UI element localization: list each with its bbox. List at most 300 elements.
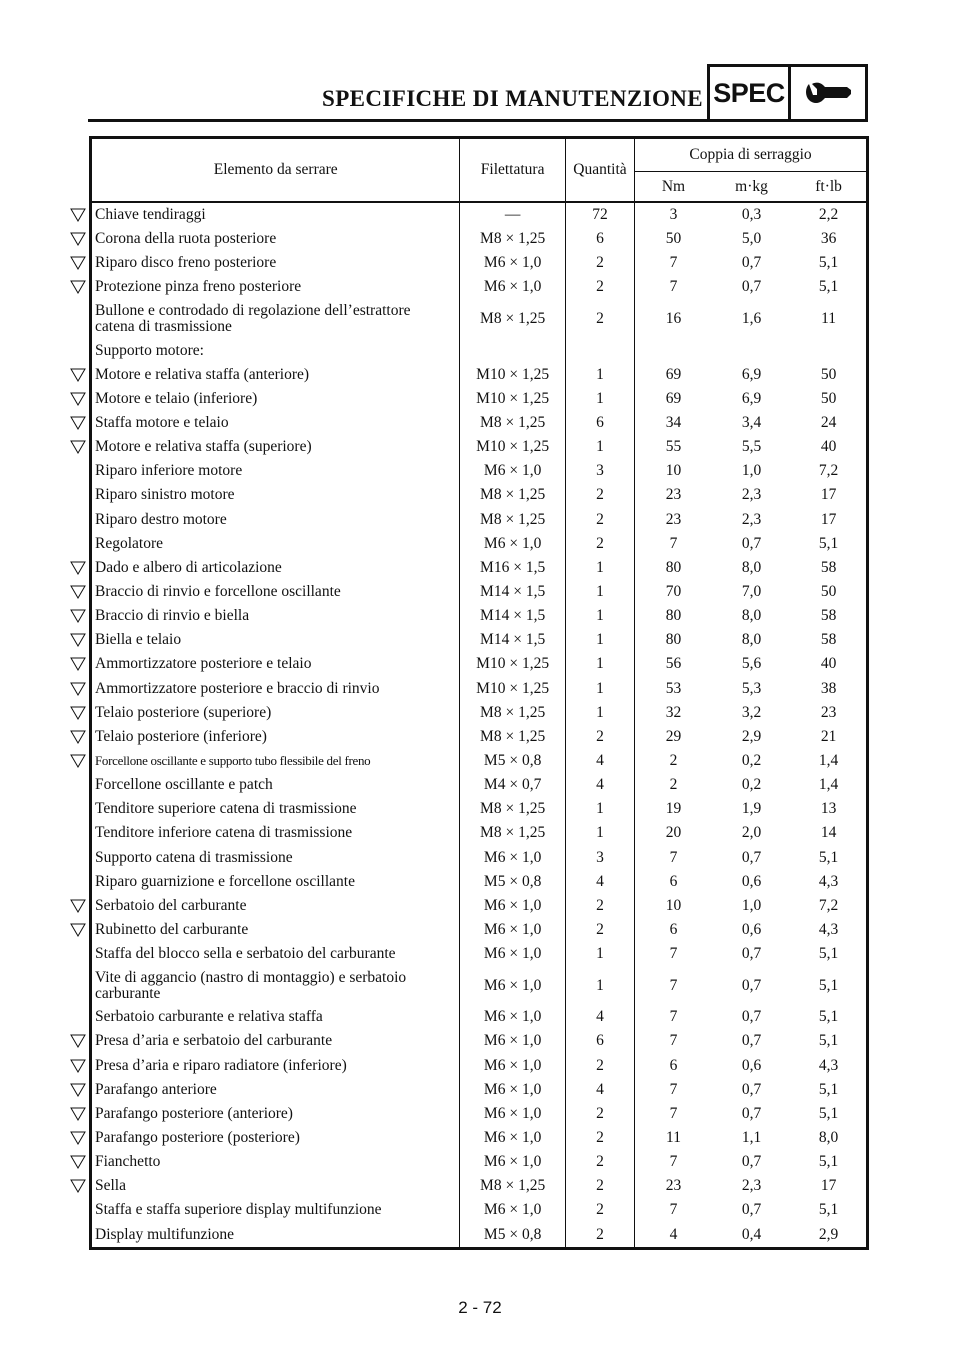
new-part-triangle-icon [70,416,86,430]
element-text: Fianchetto [95,1153,161,1171]
cell-element [91,749,460,773]
table-row [91,870,868,894]
page-number: 2 - 72 [458,1298,502,1317]
cell-qty: 2 [565,1102,634,1126]
cell-ftlb: 8,0 [818,1128,839,1146]
cell-thread: M5 × 0,8 [460,1222,565,1248]
table-row [91,966,868,1005]
cell-nm: 10 [635,894,712,918]
cell-element [91,435,460,459]
cell-nm: 53 [635,677,712,701]
element-text: Corona della ruota posteriore [95,230,277,248]
cell-mkg: 1,0 [741,462,762,480]
element-text: Protezione pinza freno posteriore [95,278,302,296]
cell-nm: 56 [635,652,712,676]
cell-ftlb: 13 [820,800,837,818]
cell-qty: 1 [565,821,634,845]
cell-ftlb: 5,1 [818,1201,839,1219]
cell-qty: 1 [565,628,634,652]
cell-element [91,227,460,251]
element-text: Supporto catena di trasmissione [95,848,293,866]
element-text: Braccio di rinvio e biella [95,607,250,625]
table-row [91,387,868,411]
cell-thread: M10 × 1,25 [460,363,565,387]
cell-thread: M6 × 1,0 [460,1029,565,1053]
cell-element [91,532,460,556]
table-row [91,1174,868,1198]
element-text: Riparo inferiore motore [95,462,243,480]
cell-element [91,483,460,507]
table-row [91,411,868,435]
cell-mkg: 0,7 [741,945,762,963]
element-text: Vite di aggancio (nastro di montaggio) e serbatoio [95,968,407,986]
cell-element [91,339,460,363]
element-text: Forcellone oscillante e supporto tubo flessibile del freno [95,753,371,769]
cell-nm: 2 [635,749,712,773]
table-row [91,677,868,701]
table-row [91,725,868,749]
cell-mkg: 0,7 [741,1008,762,1026]
cell-nm: 80 [635,556,712,580]
cell-element [91,1198,460,1222]
cell-ftlb: 50 [820,365,837,383]
cell-ftlb: 7,2 [818,462,839,480]
cell-qty: 1 [565,966,634,1005]
element-text: Biella e telaio [95,631,182,649]
cell-nm: 7 [635,1150,712,1174]
cell-element [91,1150,460,1174]
cell-ftlb: 5,1 [818,1080,839,1098]
cell-ftlb: 5,1 [818,1032,839,1050]
cell-thread: M14 × 1,5 [460,628,565,652]
cell-thread: M8 × 1,25 [460,508,565,532]
cell-thread: M10 × 1,25 [460,387,565,411]
cell-mkg: 8,0 [741,607,762,625]
torque-table [89,136,869,1250]
cell-ftlb: 50 [820,583,837,601]
cell-thread: M6 × 1,0 [460,918,565,942]
cell-element [91,300,460,339]
table-row [91,1078,868,1102]
cell-mkg: 1,1 [741,1128,762,1146]
cell-element [91,725,460,749]
cell-ftlb: 1,4 [818,776,839,794]
cell-nm: 7 [635,846,712,870]
cell-qty: 4 [565,1078,634,1102]
cell-nm: 7 [635,532,712,556]
cell-ftlb: 17 [820,1177,837,1195]
table-row [91,749,868,773]
cell-qty: 1 [565,363,634,387]
cell-thread: M8 × 1,25 [460,483,565,507]
cell-mkg: 0,7 [741,534,762,552]
cell-thread: M8 × 1,25 [460,821,565,845]
cell-ftlb: 58 [820,558,837,576]
cell-qty: 1 [565,797,634,821]
cell-nm: 69 [635,387,712,411]
cell-element [91,942,460,966]
element-text: Parafango posteriore (anteriore) [95,1104,293,1122]
new-part-triangle-icon [70,633,86,647]
cell-ftlb: 58 [820,607,837,625]
cell-qty: 2 [565,1126,634,1150]
spec-label: SPEC [713,77,785,108]
cell-thread: M6 × 1,0 [460,532,565,556]
cell-thread: M14 × 1,5 [460,604,565,628]
cell-qty: 2 [565,1222,634,1248]
element-text: Riparo guarnizione e forcellone oscillante [95,872,355,890]
cell-qty: 2 [565,508,634,532]
table-row [91,508,868,532]
element-text: Parafango anteriore [95,1080,217,1098]
cell-qty: 2 [565,251,634,275]
element-text: Rubinetto del carburante [95,921,249,938]
cell-element [91,387,460,411]
cell-nm: 55 [635,435,712,459]
cell-qty: 1 [565,652,634,676]
cell-thread: M10 × 1,25 [460,677,565,701]
cell-nm: 7 [635,1005,712,1029]
cell-nm: 69 [635,363,712,387]
cell-qty: 1 [565,435,634,459]
element-text: Bullone e controdado di regolazione dell’estrattore [95,302,411,320]
table-row [91,556,868,580]
table-row [91,894,868,918]
element-text: Motore e relativa staffa (anteriore) [95,365,310,383]
cell-mkg: 0,7 [741,1080,762,1098]
cell-nm: 20 [635,821,712,845]
cell-qty: 2 [565,725,634,749]
cell-qty [565,339,634,363]
cell-thread: M8 × 1,25 [460,227,565,251]
cell-ftlb: 17 [820,510,837,528]
cell-thread: M8 × 1,25 [460,797,565,821]
cell-element [91,701,460,725]
wrench-icon [803,80,853,106]
cell-mkg: 5,0 [741,230,762,248]
cell-element [91,1078,460,1102]
cell-nm: 50 [635,227,712,251]
cell-mkg: 0,2 [741,752,762,770]
cell-mkg: 1,0 [741,896,762,914]
table-row [91,652,868,676]
cell-nm: 7 [635,275,712,299]
cell-nm: 23 [635,508,712,532]
cell-nm: 16 [635,300,712,339]
cell-qty: 2 [565,1054,634,1078]
cell-ftlb: 7,2 [818,896,839,914]
table-row [91,846,868,870]
cell-ftlb: 2,2 [818,206,839,224]
cell-ftlb: 36 [820,230,837,248]
cell-nm: 23 [635,483,712,507]
cell-nm: 19 [635,797,712,821]
cell-thread: M5 × 0,8 [460,749,565,773]
cell-element [91,1126,460,1150]
cell-thread: M8 × 1,25 [460,1174,565,1198]
cell-mkg: 0,3 [741,206,762,224]
element-text: Parafango posteriore (posteriore) [95,1128,300,1146]
element-text: Regolatore [95,534,164,552]
cell-nm: 6 [635,918,712,942]
cell-qty: 2 [565,300,634,339]
cell-qty: 2 [565,894,634,918]
header-rule [88,119,708,122]
cell-thread: M6 × 1,0 [460,251,565,275]
new-part-triangle-icon [70,730,86,744]
cell-thread: M6 × 1,0 [460,894,565,918]
table-row [91,580,868,604]
element-text: Forcellone oscillante e patch [95,776,273,794]
cell-element [91,773,460,797]
new-part-triangle-icon [70,1034,86,1048]
cell-mkg: 0,7 [741,278,762,296]
cell-ftlb: 17 [820,486,837,504]
cell-nm: 29 [635,725,712,749]
cell-mkg: 5,3 [741,679,762,697]
element-text: Motore e relativa staffa (superiore) [95,438,312,456]
cell-nm: 6 [635,870,712,894]
cell-nm: 7 [635,1198,712,1222]
cell-ftlb: 2,9 [818,1225,839,1243]
cell-nm: 7 [635,1078,712,1102]
cell-nm: 80 [635,604,712,628]
cell-ftlb: 5,1 [818,254,839,272]
cell-element [91,275,460,299]
cell-ftlb: 5,1 [818,278,839,296]
cell-element [91,411,460,435]
cell-element [91,1005,460,1029]
table-row [91,227,868,251]
cell-thread: M6 × 1,0 [460,275,565,299]
cell-ftlb: 23 [820,703,837,721]
new-part-triangle-icon [70,561,86,575]
cell-ftlb: 5,1 [818,534,839,552]
cell-nm: 7 [635,251,712,275]
cell-element [91,580,460,604]
element-text: Presa d’aria e serbatoio del carburante [95,1032,333,1050]
cell-ftlb: 40 [820,655,837,673]
cell-thread [460,339,565,363]
cell-nm: 7 [635,942,712,966]
new-part-triangle-icon [70,440,86,454]
page-title: SPECIFICHE DI MANUTENZIONE [322,86,704,111]
cell-qty: 1 [565,604,634,628]
cell-nm: 7 [635,966,712,1005]
table-row [91,1102,868,1126]
new-part-triangle-icon [70,392,86,406]
element-text: Staffa motore e telaio [95,414,229,432]
header-ftlb: ft·lb [791,172,867,203]
cell-thread: M8 × 1,25 [460,411,565,435]
element-text: Telaio posteriore (superiore) [95,703,272,721]
cell-thread: M10 × 1,25 [460,435,565,459]
cell-nm: 7 [635,1029,712,1053]
cell-nm [635,339,712,363]
element-text: Staffa del blocco sella e serbatoio del carburante [95,945,396,963]
cell-element [91,556,460,580]
cell-mkg: 0,2 [741,776,762,794]
cell-qty: 3 [565,459,634,483]
cell-thread: M6 × 1,0 [460,1150,565,1174]
new-part-triangle-icon [70,368,86,382]
cell-qty: 4 [565,773,634,797]
new-part-triangle-icon [70,1179,86,1193]
element-text: Riparo destro motore [95,510,227,528]
cell-thread: M6 × 1,0 [460,1005,565,1029]
cell-qty: 2 [565,1174,634,1198]
cell-element [91,652,460,676]
cell-mkg: 2,3 [741,1177,762,1195]
cell-mkg: 2,9 [741,727,762,745]
table-row [91,1029,868,1053]
cell-mkg: 5,6 [741,655,762,673]
cell-qty: 6 [565,1029,634,1053]
element-text: Staffa e staffa superiore display multifunzione [95,1201,382,1219]
cell-mkg: 3,2 [741,703,762,721]
table-row [91,797,868,821]
cell-qty: 3 [565,846,634,870]
new-part-triangle-icon [70,1059,86,1073]
element-text: Chiave tendiraggi [95,206,206,224]
new-part-triangle-icon [70,256,86,270]
cell-thread: M8 × 1,25 [460,300,565,339]
new-part-triangle-icon [70,609,86,623]
new-part-triangle-icon [70,657,86,671]
new-part-triangle-icon [70,923,86,937]
cell-mkg: 8,0 [741,631,762,649]
table-row [91,1222,868,1248]
cell-element [91,459,460,483]
cell-element [91,363,460,387]
cell-ftlb: 40 [820,438,837,456]
element-text: Sella [95,1177,126,1195]
cell-thread: M6 × 1,0 [460,846,565,870]
cell-element [91,894,460,918]
cell-mkg: 0,7 [741,1104,762,1122]
header-mkg: m·kg [712,172,791,203]
table-row [91,275,868,299]
cell-thread: M4 × 0,7 [460,773,565,797]
spec-badge [707,64,791,122]
cell-qty: 2 [565,918,634,942]
new-part-triangle-icon [70,1107,86,1121]
cell-mkg: 2,3 [741,510,762,528]
table-row [91,604,868,628]
new-part-triangle-icon [70,1083,86,1097]
cell-thread: M6 × 1,0 [460,1102,565,1126]
cell-ftlb: 11 [821,310,837,328]
element-text: Serbatoio carburante e relativa staffa [95,1008,323,1026]
cell-mkg: 0,7 [741,1032,762,1050]
cell-mkg: 8,0 [741,558,762,576]
cell-ftlb: 4,3 [818,872,839,890]
cell-qty: 2 [565,275,634,299]
cell-mkg: 0,4 [741,1225,762,1243]
wrench-badge [788,64,868,122]
table-row [91,773,868,797]
table-row [91,339,868,363]
cell-thread: M8 × 1,25 [460,725,565,749]
cell-ftlb: 21 [820,727,837,745]
new-part-triangle-icon [70,208,86,222]
table-row [91,435,868,459]
cell-mkg [712,339,791,363]
header-element: Elemento da serrare [91,138,460,203]
table-body [91,202,868,1248]
cell-ftlb: 5,1 [818,1153,839,1171]
cell-qty: 1 [565,556,634,580]
element-text-line2: carburante [95,984,161,1002]
element-text: Tenditore superiore catena di trasmissione [95,800,357,818]
cell-nm: 2 [635,773,712,797]
cell-mkg: 0,7 [741,976,762,994]
cell-thread: M6 × 1,0 [460,1198,565,1222]
header-torque: Coppia di serraggio [635,138,868,172]
header-qty: Quantità [565,138,634,203]
table-row [91,628,868,652]
cell-ftlb [791,339,867,363]
cell-ftlb: 4,3 [818,921,839,938]
table-row [91,1126,868,1150]
new-part-triangle-icon [70,899,86,913]
cell-qty: 2 [565,483,634,507]
element-text: Braccio di rinvio e forcellone oscillante [95,583,341,601]
cell-qty: 2 [565,1150,634,1174]
cell-qty: 1 [565,942,634,966]
new-part-triangle-icon [70,682,86,696]
cell-ftlb: 50 [820,389,837,407]
cell-thread: M6 × 1,0 [460,966,565,1005]
cell-thread: M6 × 1,0 [460,1054,565,1078]
new-part-triangle-icon [70,706,86,720]
cell-mkg: 0,7 [741,1201,762,1219]
cell-mkg: 0,6 [741,872,762,890]
cell-ftlb: 5,1 [818,848,839,866]
cell-nm: 3 [635,202,712,227]
element-text: Riparo disco freno posteriore [95,254,277,272]
cell-qty: 72 [565,202,634,227]
cell-nm: 80 [635,628,712,652]
cell-nm: 34 [635,411,712,435]
table-row [91,701,868,725]
table-row [91,821,868,845]
new-part-triangle-icon [70,754,86,768]
header-nm: Nm [635,172,712,203]
cell-qty: 1 [565,580,634,604]
table-row [91,1150,868,1174]
table-row [91,483,868,507]
cell-qty: 6 [565,411,634,435]
cell-mkg: 5,5 [741,438,762,456]
element-text: Telaio posteriore (inferiore) [95,727,267,745]
new-part-triangle-icon [70,232,86,246]
cell-mkg: 0,7 [741,848,762,866]
cell-element [91,846,460,870]
cell-mkg: 1,6 [741,310,762,328]
cell-nm: 32 [635,701,712,725]
cell-element [91,797,460,821]
cell-element [91,508,460,532]
cell-mkg: 0,7 [741,254,762,272]
cell-ftlb: 24 [820,414,837,432]
header-thread: Filettatura [460,138,565,203]
cell-nm: 23 [635,1174,712,1198]
cell-ftlb: 14 [820,824,837,842]
cell-nm: 11 [635,1126,712,1150]
element-text: Display multifunzione [95,1225,235,1243]
cell-mkg: 1,9 [741,800,762,818]
